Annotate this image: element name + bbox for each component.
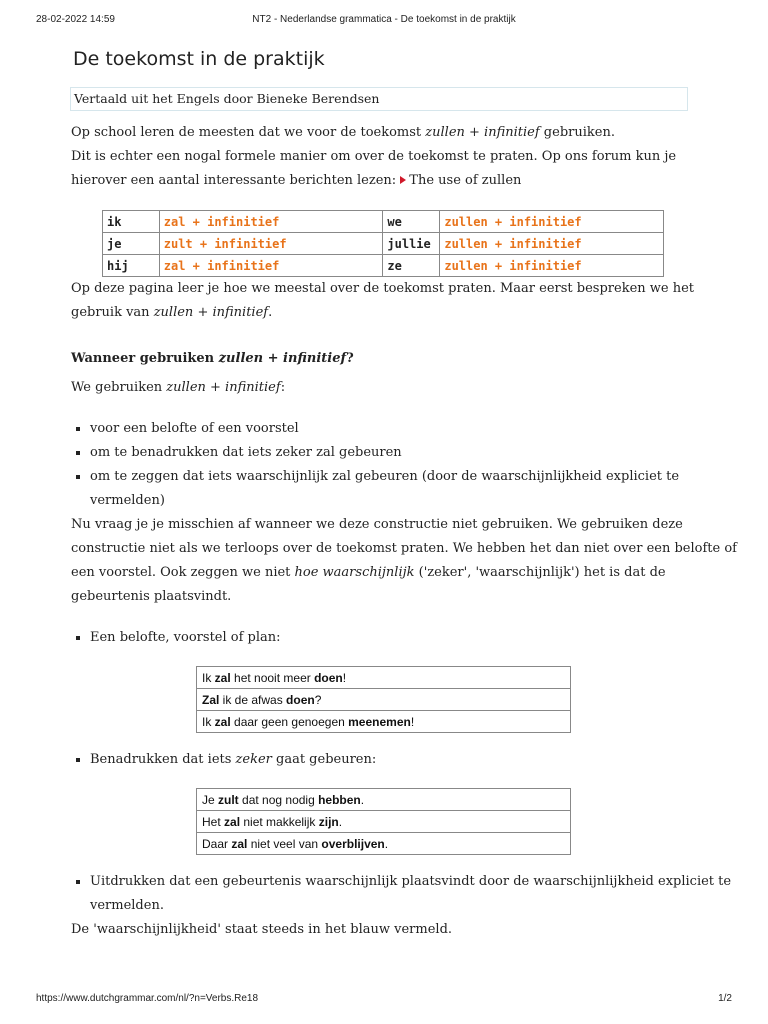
table-row [197, 833, 571, 855]
verb-form-cell: zal + infinitief [159, 211, 383, 233]
conjugation-table [102, 210, 664, 277]
certain-examples-table [196, 788, 571, 855]
uses-list [71, 417, 679, 513]
example-cell: Daar zal niet veel van overblijven. [197, 833, 571, 855]
print-datetime: 28-02-2022 14:59 [36, 14, 115, 25]
probable-bullet [71, 870, 731, 918]
verb-form-cell: zullen + infinitief [440, 255, 664, 277]
example-cell: Je zult dat nog nodig hebben. [197, 789, 571, 811]
intro-paragraph: Op school leren de meesten dat we voor de toekomst zullen + infinitief gebruiken. Dit is echter een nogal formele manier om over de toekomst te praten. Op ons forum kun je hierover een aantal interessante berichten lezen: The use of zullen [71, 125, 677, 188]
table-row [103, 255, 664, 277]
page-title: De toekomst in de praktijk [73, 48, 325, 70]
pronoun-cell: ze [383, 255, 440, 277]
pronoun-cell: ik [103, 211, 160, 233]
list-item: Uitdrukken dat een gebeurtenis waarschijnlijk plaatsvindt door de waarschijnlijkheid expliciet te vermelden. [71, 870, 731, 918]
pronoun-cell: hij [103, 255, 160, 277]
print-footer [36, 993, 732, 1004]
print-url: https://www.dutchgrammar.com/nl/?n=Verbs.Re18 [36, 993, 259, 1004]
example-cell: Ik zal het nooit meer doen! [197, 667, 571, 689]
forum-link[interactable]: The use of zullen [400, 173, 521, 188]
uses-intro: We gebruiken zullen + infinitief: [71, 380, 286, 395]
promise-bullet [71, 626, 281, 650]
table-row [197, 811, 571, 833]
list-item: voor een belofte of een voorstel [71, 417, 679, 441]
table-row [197, 689, 571, 711]
example-cell: Ik zal daar geen genoegen meenemen! [197, 711, 571, 733]
list-item: Een belofte, voorstel of plan: [71, 626, 281, 650]
page-number: 1/2 [718, 993, 732, 1004]
example-cell: Het zal niet makkelijk zijn. [197, 811, 571, 833]
table-row [197, 711, 571, 733]
pronoun-cell: jullie [383, 233, 440, 255]
certain-bullet [71, 748, 376, 772]
pronoun-cell: je [103, 233, 160, 255]
table-row [103, 233, 664, 255]
table-row [197, 789, 571, 811]
explanation-paragraph: Nu vraag je je misschien af wanneer we deze constructie niet gebruiken. We gebruiken deze constructie niet als we terloops over de toekomst praten. We hebben het dan niet over een belofte of een voorstel. Ook zeggen we niet hoe waarschijnlijk ('zeker', 'waarschijnlijk') het is dat de gebeurtenis plaatsvindt. [71, 517, 737, 604]
verb-form-cell: zult + infinitief [159, 233, 383, 255]
list-item: om te zeggen dat iets waarschijnlijk zal gebeuren (door de waarschijnlijkheid expliciet te vermelden) [71, 465, 679, 513]
verb-form-cell: zullen + infinitief [440, 211, 664, 233]
section-heading: Wanneer gebruiken zullen + infinitief? [71, 351, 354, 366]
table-row [103, 211, 664, 233]
promise-examples-table [196, 666, 571, 733]
list-item: om te benadrukken dat iets zeker zal gebeuren [71, 441, 679, 465]
intro-paragraph-2: Op deze pagina leer je hoe we meestal over de toekomst praten. Maar eerst bespreken we het gebruik van zullen + infinitief. [71, 281, 695, 320]
pronoun-cell: we [383, 211, 440, 233]
verb-form-cell: zullen + infinitief [440, 233, 664, 255]
example-cell: Zal ik de afwas doen? [197, 689, 571, 711]
table-row [197, 667, 571, 689]
verb-form-cell: zal + infinitief [159, 255, 383, 277]
print-page-title: NT2 - Nederlandse grammatica - De toekomst in de praktijk [252, 14, 516, 25]
closing-line: De 'waarschijnlijkheid' staat steeds in het blauw vermeld. [71, 922, 453, 937]
list-item: Benadrukken dat iets zeker gaat gebeuren: [71, 748, 376, 772]
translation-credit: Vertaald uit het Engels door Bieneke Berendsen [70, 87, 688, 111]
link-arrow-icon [400, 176, 406, 184]
